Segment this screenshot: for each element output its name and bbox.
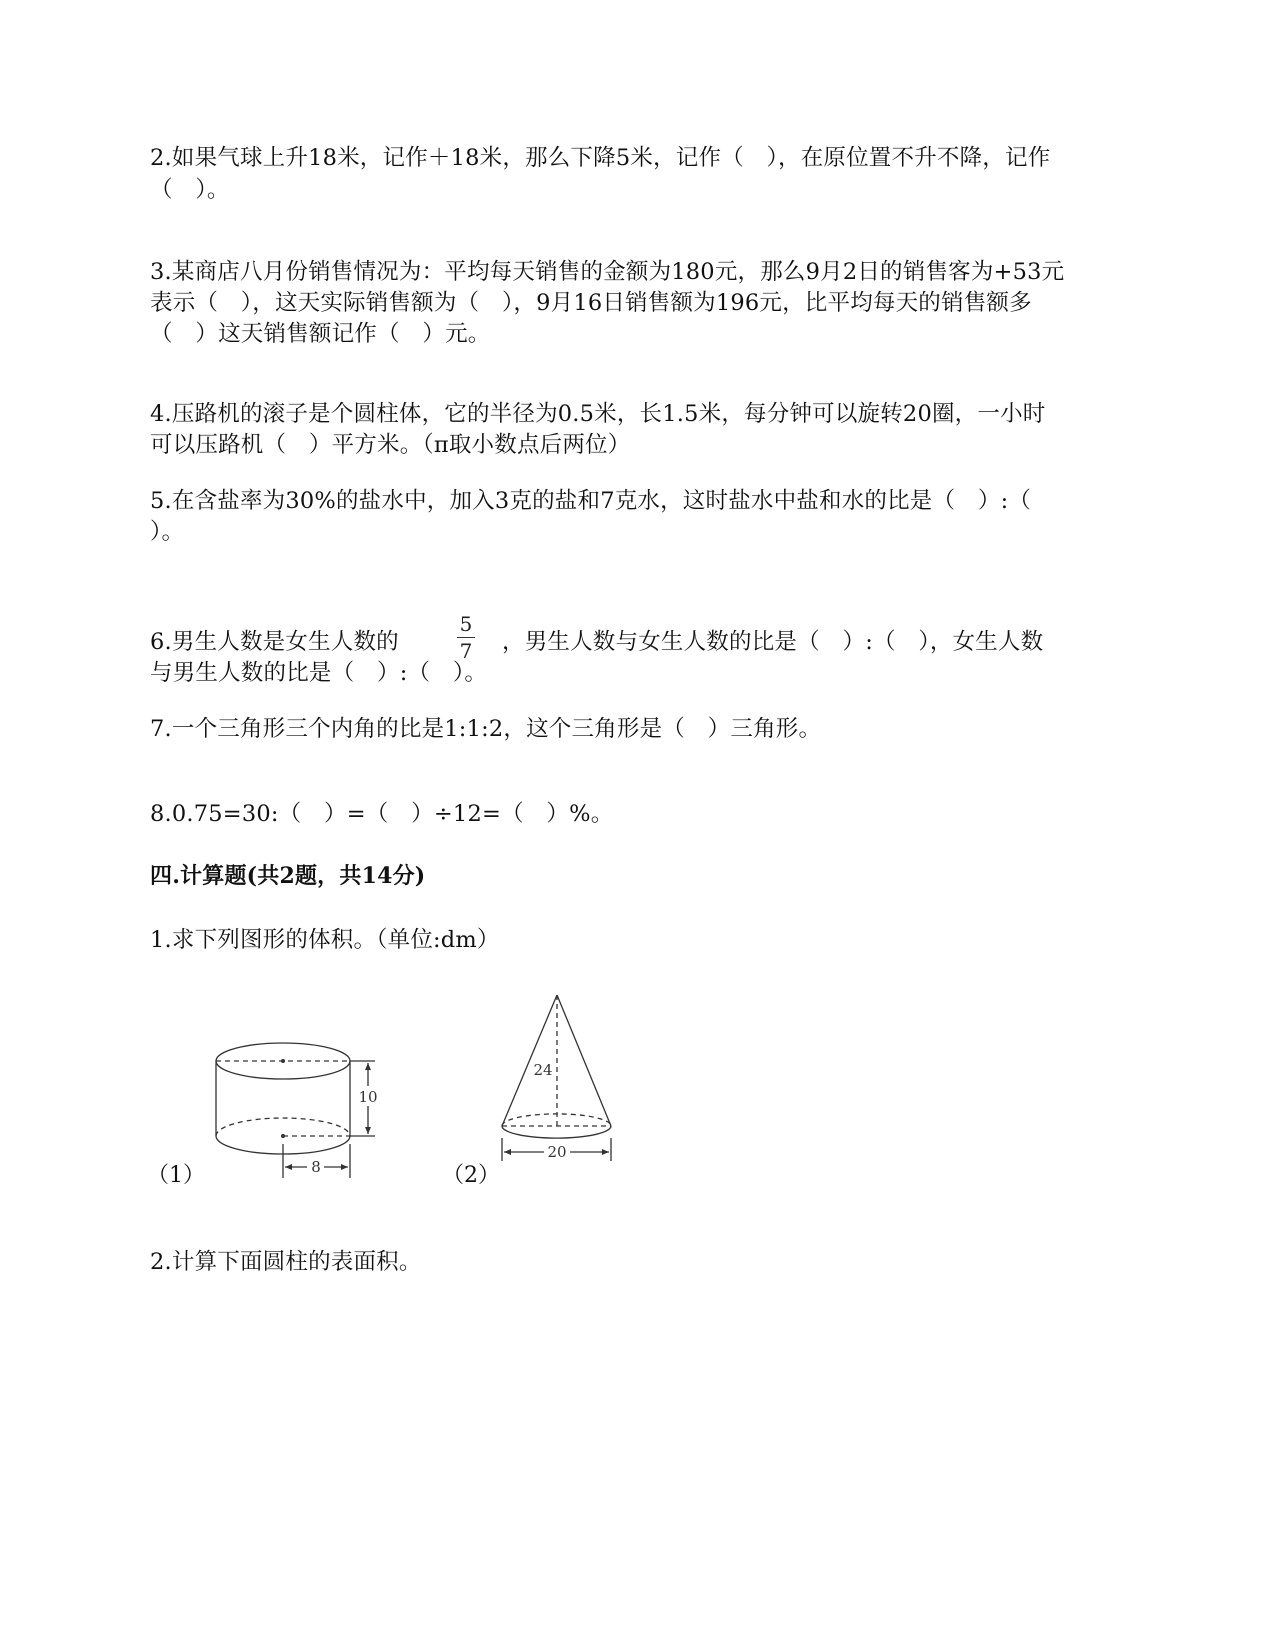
question-4-line-2: 可以压路机（ ）平方米。（π取小数点后两位） — [150, 432, 631, 458]
fraction-five-sevenths — [454, 612, 478, 663]
cylinder-bottom-back-arc — [216, 1118, 350, 1136]
question-6-line-2: 与男生人数的比是（ ）:（ ）。 — [150, 660, 488, 686]
cone-base-front-arc — [502, 1126, 611, 1138]
section-4-question-1: 1.求下列图形的体积。（单位:dm） — [150, 927, 500, 953]
figure-1-label: （1） — [147, 1163, 205, 1188]
question-4-line-1: 4.压路机的滚子是个圆柱体，它的半径为0.5米，长1.5米，每分钟可以旋转20圈，一小时 — [150, 401, 1046, 427]
question-8: 8.0.75=30:（ ）=（ ）÷12=（ ）%。 — [150, 801, 614, 827]
diameter-arrow-right — [602, 1149, 609, 1155]
question-6-suffix: ，男生人数与女生人数的比是（ ）:（ ），女生人数 — [502, 629, 1044, 655]
question-7: 7.一个三角形三个内角的比是1:1:2，这个三角形是（ ）三角形。 — [150, 716, 822, 742]
radius-label: 8 — [311, 1158, 321, 1176]
question-3-line-2: 表示（ ），这天实际销售额为（ ），9月16日销售额为196元，比平均每天的销售额多 — [150, 290, 1032, 316]
fraction-bar — [457, 637, 475, 638]
cone-right-slant — [557, 995, 611, 1126]
cone-figure — [490, 985, 630, 1175]
cylinder-top-center — [281, 1059, 285, 1063]
height-arrow-down — [365, 1127, 371, 1134]
height-label: 10 — [358, 1088, 378, 1106]
question-5-line-1: 5.在含盐率为30%的盐水中，加入3克的盐和7克水，这时盐水中盐和水的比是（ ）:（ — [150, 488, 1032, 514]
diameter-arrow-left — [504, 1149, 511, 1155]
question-2-line-2: （ ）。 — [150, 177, 230, 203]
cylinder-bottom-center — [281, 1134, 285, 1138]
radius-arrow-left — [285, 1164, 292, 1170]
diameter-label: 20 — [547, 1143, 567, 1161]
cylinder-figure — [200, 1020, 400, 1200]
figure-2-label: （2） — [442, 1163, 500, 1188]
height-arrow-up — [365, 1063, 371, 1070]
question-3-line-1: 3.某商店八月份销售情况为：平均每天销售的金额为180元，那么9月2日的销售客为+53元 — [150, 259, 1065, 285]
fraction-denominator: 7 — [459, 639, 473, 663]
question-2-line-1: 2.如果气球上升18米，记作＋18米，那么下降5米，记作（ ），在原位置不升不降，记作 — [150, 145, 1051, 171]
section-4-question-2: 2.计算下面圆柱的表面积。 — [150, 1249, 422, 1275]
question-6-prefix: 6.男生人数是女生人数的 — [150, 629, 399, 655]
radius-arrow-right — [341, 1164, 348, 1170]
section-4-heading: 四.计算题(共2题，共14分) — [150, 863, 426, 889]
fraction-numerator: 5 — [459, 612, 473, 636]
cone-height-label: 24 — [533, 1061, 553, 1079]
question-3-line-3: （ ）这天销售额记作（ ）元。 — [150, 321, 491, 347]
question-5-line-2: ）。 — [150, 519, 185, 545]
